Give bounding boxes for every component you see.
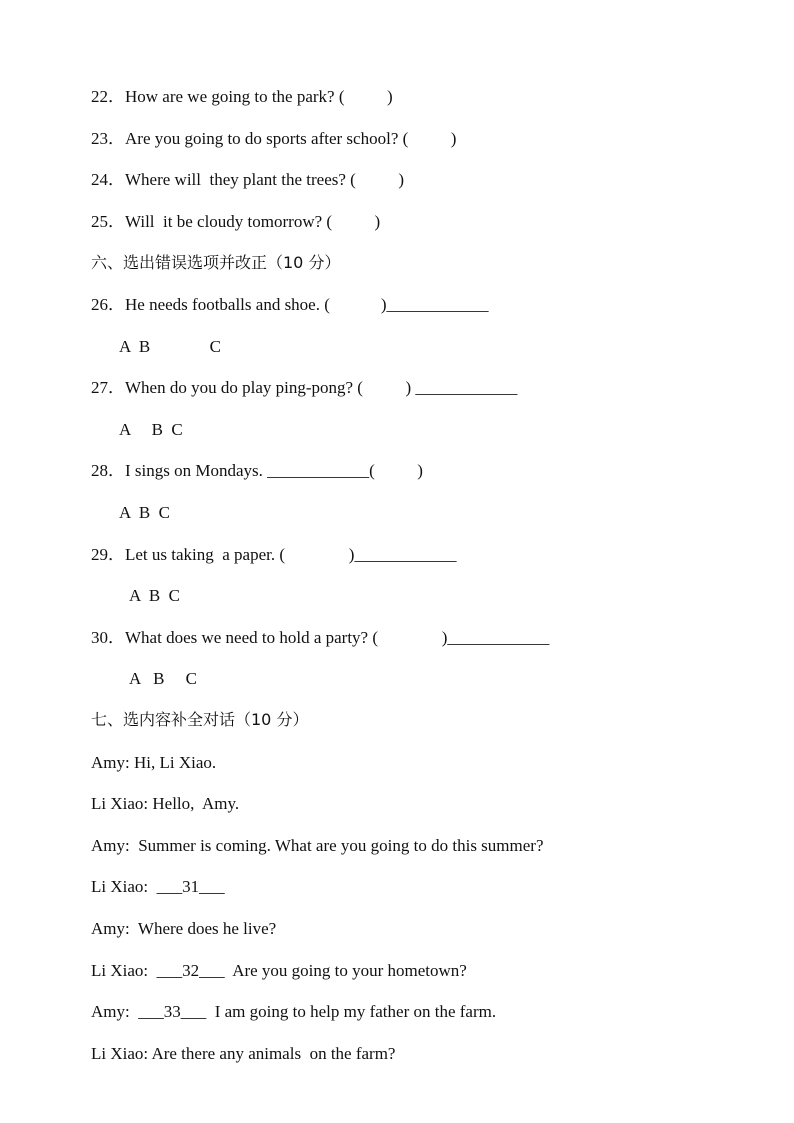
dialogue-line: Amy: Summer is coming. What are you going to do this summer?: [91, 836, 544, 855]
dialogue-line: Li Xiao: ___31___: [91, 877, 225, 896]
question-22: 22．How are we going to the park? ( ): [91, 87, 393, 106]
dialogue-line: Amy: ___33___ I am going to help my father on the farm.: [91, 1002, 497, 1021]
question-24: 24．Where will they plant the trees? ( ): [91, 170, 404, 189]
question-23: 23．Are you going to do sports after school? ( ): [91, 129, 457, 148]
dialogue-line: Li Xiao: ___32___ Are you going to your hometown?: [91, 961, 467, 980]
question-26: 26．He needs footballs and shoe. ( )____________: [91, 295, 489, 314]
question-27-options: A B C: [119, 420, 183, 439]
dialogue-line: Amy: Hi, Li Xiao.: [91, 753, 217, 772]
question-25: 25．Will it be cloudy tomorrow? ( ): [91, 212, 381, 231]
question-30: 30．What does we need to hold a party? ( )____________: [91, 628, 550, 647]
dialogue-line: Li Xiao: Are there any animals on the farm?: [91, 1044, 396, 1063]
question-29: 29．Let us taking a paper. ( )____________: [91, 545, 457, 564]
question-28: 28．I sings on Mondays. ____________( ): [91, 461, 423, 480]
question-27: 27．When do you do play ping-pong? ( ) ____________: [91, 378, 518, 397]
section-6-heading: 六、选出错误选项并改正（10 分）: [91, 253, 341, 272]
dialogue-line: Li Xiao: Hello, Amy.: [91, 794, 240, 813]
question-29-options: A B C: [129, 586, 181, 605]
dialogue-line: Amy: Where does he live?: [91, 919, 277, 938]
section-7-heading: 七、选内容补全对话（10 分）: [91, 710, 309, 729]
question-26-options: A B C: [119, 337, 222, 356]
question-30-options: A B C: [129, 669, 198, 688]
question-28-options: A B C: [119, 503, 171, 522]
